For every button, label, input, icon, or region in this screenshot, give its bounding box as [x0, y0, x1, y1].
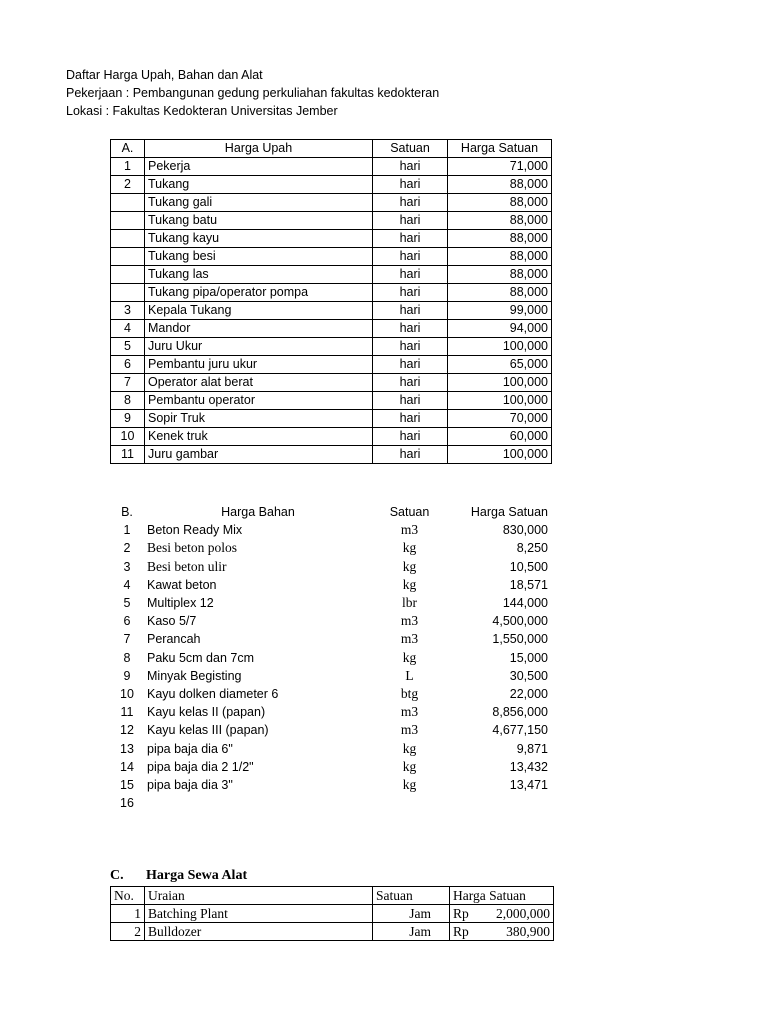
row-number: 1 — [111, 158, 145, 176]
item-unit: m3 — [400, 631, 419, 647]
item-name: Pembantu juru ukur — [145, 356, 373, 374]
item-unit: lbr — [402, 595, 417, 611]
item-unit: Jam — [373, 923, 450, 941]
item-price: 88,000 — [448, 212, 552, 230]
item-price: 18,571 — [509, 577, 548, 592]
item-price: 60,000 — [448, 428, 552, 446]
table-row — [110, 685, 551, 703]
currency-label: Rp — [453, 906, 469, 921]
row-number: 2 — [123, 541, 131, 556]
column-header-unit: Satuan — [373, 887, 450, 905]
row-number — [111, 284, 145, 302]
item-price-cell — [450, 923, 554, 941]
table-row — [110, 776, 551, 794]
item-price: 8,250 — [516, 541, 548, 556]
item-price: 10,500 — [509, 559, 548, 574]
column-header-name: Harga Upah — [145, 140, 373, 158]
item-name: Tukang gali — [145, 194, 373, 212]
item-price-cell — [450, 905, 554, 923]
row-number: 4 — [111, 320, 145, 338]
item-name: Kayu dolken diameter 6 — [147, 686, 279, 701]
item-name: Minyak Begisting — [147, 668, 242, 683]
item-price: 13,432 — [509, 759, 548, 774]
item-price: 22,000 — [509, 686, 548, 701]
table-row — [110, 576, 551, 594]
table-row — [111, 410, 552, 428]
table-row — [111, 905, 554, 923]
row-number: 11 — [111, 446, 145, 464]
item-name: Besi beton ulir — [147, 558, 227, 574]
section-letter: B. — [121, 505, 133, 520]
table-row — [110, 667, 551, 685]
material-price-table — [110, 503, 551, 812]
item-unit: kg — [402, 558, 417, 574]
table-row — [111, 284, 552, 302]
column-header-unit: Satuan — [389, 505, 430, 520]
item-unit: hari — [373, 356, 448, 374]
item-name: pipa baja dia 2 1/2" — [147, 759, 254, 774]
item-name — [144, 794, 372, 812]
item-name: Operator alat berat — [145, 374, 373, 392]
item-name: Paku 5cm dan 7cm — [147, 650, 254, 665]
row-number: 2 — [111, 176, 145, 194]
item-name: Beton Ready Mix — [147, 523, 243, 538]
table-row — [110, 758, 551, 776]
table-row — [110, 630, 551, 648]
item-price: 4,677,150 — [492, 723, 548, 738]
item-unit: m3 — [400, 704, 419, 720]
table-row — [111, 338, 552, 356]
table-row — [111, 194, 552, 212]
item-unit: hari — [373, 374, 448, 392]
item-price: 144,000 — [502, 596, 548, 611]
item-unit: hari — [373, 194, 448, 212]
item-unit: kg — [402, 649, 417, 665]
section-title: Harga Sewa Alat — [146, 868, 248, 883]
row-number: 4 — [123, 577, 131, 592]
item-unit: kg — [402, 540, 417, 556]
currency-label: Rp — [453, 924, 469, 939]
project-line: Pekerjaan : Pembangunan gedung perkuliahan fakultas kedokteran — [66, 86, 440, 100]
row-number: 10 — [120, 686, 134, 701]
item-name: Kawat beton — [147, 577, 217, 592]
column-header-price: Harga Satuan — [450, 887, 554, 905]
labor-wage-table — [110, 139, 552, 464]
row-number: 6 — [123, 614, 131, 629]
item-unit: btg — [400, 685, 419, 701]
item-name: Perancah — [147, 632, 201, 647]
table-row — [111, 446, 552, 464]
item-unit: hari — [373, 338, 448, 356]
item-price: 88,000 — [448, 176, 552, 194]
item-name: Tukang besi — [145, 248, 373, 266]
item-price: 100,000 — [448, 446, 552, 464]
item-unit: m3 — [400, 522, 419, 538]
item-price: 1,550,000 — [492, 632, 548, 647]
item-unit: kg — [402, 776, 417, 792]
table-row — [111, 248, 552, 266]
item-price: 30,500 — [509, 668, 548, 683]
row-number: 12 — [120, 723, 134, 738]
row-number: 11 — [120, 705, 134, 720]
item-unit: hari — [373, 320, 448, 338]
table-row — [110, 794, 551, 812]
item-price: 88,000 — [448, 230, 552, 248]
item-price: 100,000 — [448, 374, 552, 392]
item-unit: hari — [373, 410, 448, 428]
item-name: Besi beton polos — [147, 540, 237, 556]
item-unit: Jam — [373, 905, 450, 923]
row-number: 10 — [111, 428, 145, 446]
row-number — [111, 248, 145, 266]
table-row — [111, 230, 552, 248]
item-price: 15,000 — [509, 650, 548, 665]
item-price: 88,000 — [448, 248, 552, 266]
item-name: Kayu kelas III (papan) — [147, 723, 269, 738]
table-row — [111, 158, 552, 176]
section-letter: A. — [111, 140, 145, 158]
item-unit: m3 — [400, 722, 419, 738]
table-row — [111, 356, 552, 374]
row-number: 8 — [123, 650, 131, 665]
row-number: 5 — [123, 596, 131, 611]
row-number: 8 — [111, 392, 145, 410]
table-row — [111, 266, 552, 284]
table-row — [110, 558, 551, 576]
item-name: Bulldozer — [145, 923, 373, 941]
item-unit: kg — [402, 740, 417, 756]
column-header-unit: Satuan — [373, 140, 448, 158]
item-price: 70,000 — [448, 410, 552, 428]
section-c-heading — [110, 868, 247, 884]
row-number: 1 — [123, 523, 131, 538]
item-unit: hari — [373, 158, 448, 176]
row-number: 9 — [123, 668, 131, 683]
row-number: 3 — [123, 559, 131, 574]
row-number: 2 — [111, 923, 145, 941]
table-header-row — [111, 887, 554, 905]
table-row — [111, 302, 552, 320]
item-price: 2,000,000 — [496, 906, 550, 921]
item-price: 65,000 — [448, 356, 552, 374]
item-name: Tukang — [145, 176, 373, 194]
item-price: 71,000 — [448, 158, 552, 176]
row-number: 16 — [120, 796, 134, 811]
row-number: 1 — [111, 905, 145, 923]
item-name: Mandor — [145, 320, 373, 338]
table-row — [110, 739, 551, 757]
item-unit: hari — [373, 248, 448, 266]
row-number — [111, 230, 145, 248]
item-price: 4,500,000 — [492, 614, 548, 629]
item-name: pipa baja dia 6" — [147, 741, 233, 756]
item-unit: kg — [402, 758, 417, 774]
item-unit — [372, 794, 447, 812]
table-row — [111, 374, 552, 392]
column-header-price: Harga Satuan — [470, 505, 548, 520]
item-name: Tukang batu — [145, 212, 373, 230]
row-number: 6 — [111, 356, 145, 374]
item-name: Tukang pipa/operator pompa — [145, 284, 373, 302]
item-unit: kg — [402, 576, 417, 592]
item-name: Tukang kayu — [145, 230, 373, 248]
item-unit: hari — [373, 284, 448, 302]
section-letter: C. — [110, 868, 124, 883]
column-header-no: No. — [111, 887, 145, 905]
table-row — [110, 649, 551, 667]
column-header-name: Harga Bahan — [221, 505, 295, 520]
item-name: Juru gambar — [145, 446, 373, 464]
item-unit: hari — [373, 266, 448, 284]
item-name: pipa baja dia 3" — [147, 777, 233, 792]
row-number — [111, 266, 145, 284]
item-price — [447, 794, 551, 812]
column-header-name: Uraian — [145, 887, 373, 905]
item-name: Sopir Truk — [145, 410, 373, 428]
item-unit: hari — [373, 302, 448, 320]
row-number: 13 — [120, 741, 134, 756]
item-price: 88,000 — [448, 284, 552, 302]
item-price: 13,471 — [509, 777, 548, 792]
row-number: 7 — [123, 632, 131, 647]
table-row — [110, 539, 551, 557]
table-row — [110, 521, 551, 539]
item-name: Tukang las — [145, 266, 373, 284]
item-price: 9,871 — [516, 741, 548, 756]
item-unit: hari — [373, 446, 448, 464]
item-price: 380,900 — [506, 924, 550, 939]
item-unit: hari — [373, 212, 448, 230]
item-price: 100,000 — [448, 338, 552, 356]
table-row — [110, 703, 551, 721]
row-number: 15 — [120, 777, 134, 792]
location-line: Lokasi : Fakultas Kedokteran Universitas Jember — [66, 104, 338, 118]
document-header — [66, 66, 439, 120]
table-row — [111, 176, 552, 194]
item-price: 8,856,000 — [492, 705, 548, 720]
row-number: 14 — [120, 759, 134, 774]
table-row — [110, 594, 551, 612]
row-number: 9 — [111, 410, 145, 428]
item-name: Kaso 5/7 — [147, 614, 197, 629]
table-row — [110, 721, 551, 739]
table-row — [111, 212, 552, 230]
table-row — [111, 923, 554, 941]
item-unit: hari — [373, 428, 448, 446]
row-number: 5 — [111, 338, 145, 356]
table-row — [111, 392, 552, 410]
item-name: Kenek truk — [145, 428, 373, 446]
item-price: 88,000 — [448, 194, 552, 212]
item-price: 88,000 — [448, 266, 552, 284]
row-number — [111, 194, 145, 212]
item-unit: hari — [373, 230, 448, 248]
table-row — [111, 320, 552, 338]
row-number: 3 — [111, 302, 145, 320]
item-price: 94,000 — [448, 320, 552, 338]
row-number — [111, 212, 145, 230]
table-header-row — [111, 140, 552, 158]
item-name: Pembantu operator — [145, 392, 373, 410]
item-price: 100,000 — [448, 392, 552, 410]
item-name: Multiplex 12 — [147, 596, 214, 611]
table-row — [110, 612, 551, 630]
item-price: 99,000 — [448, 302, 552, 320]
item-name: Kayu kelas II (papan) — [147, 705, 266, 720]
item-unit: m3 — [400, 613, 419, 629]
item-name: Pekerja — [145, 158, 373, 176]
item-name: Juru Ukur — [145, 338, 373, 356]
item-unit: hari — [373, 392, 448, 410]
item-price: 830,000 — [502, 523, 548, 538]
table-row — [111, 428, 552, 446]
document-title: Daftar Harga Upah, Bahan dan Alat — [66, 68, 263, 82]
column-header-price: Harga Satuan — [448, 140, 552, 158]
item-unit: hari — [373, 176, 448, 194]
table-header-row — [110, 503, 551, 521]
item-unit: L — [405, 667, 414, 683]
item-name: Batching Plant — [145, 905, 373, 923]
row-number: 7 — [111, 374, 145, 392]
equipment-rental-table — [110, 886, 554, 941]
item-name: Kepala Tukang — [145, 302, 373, 320]
